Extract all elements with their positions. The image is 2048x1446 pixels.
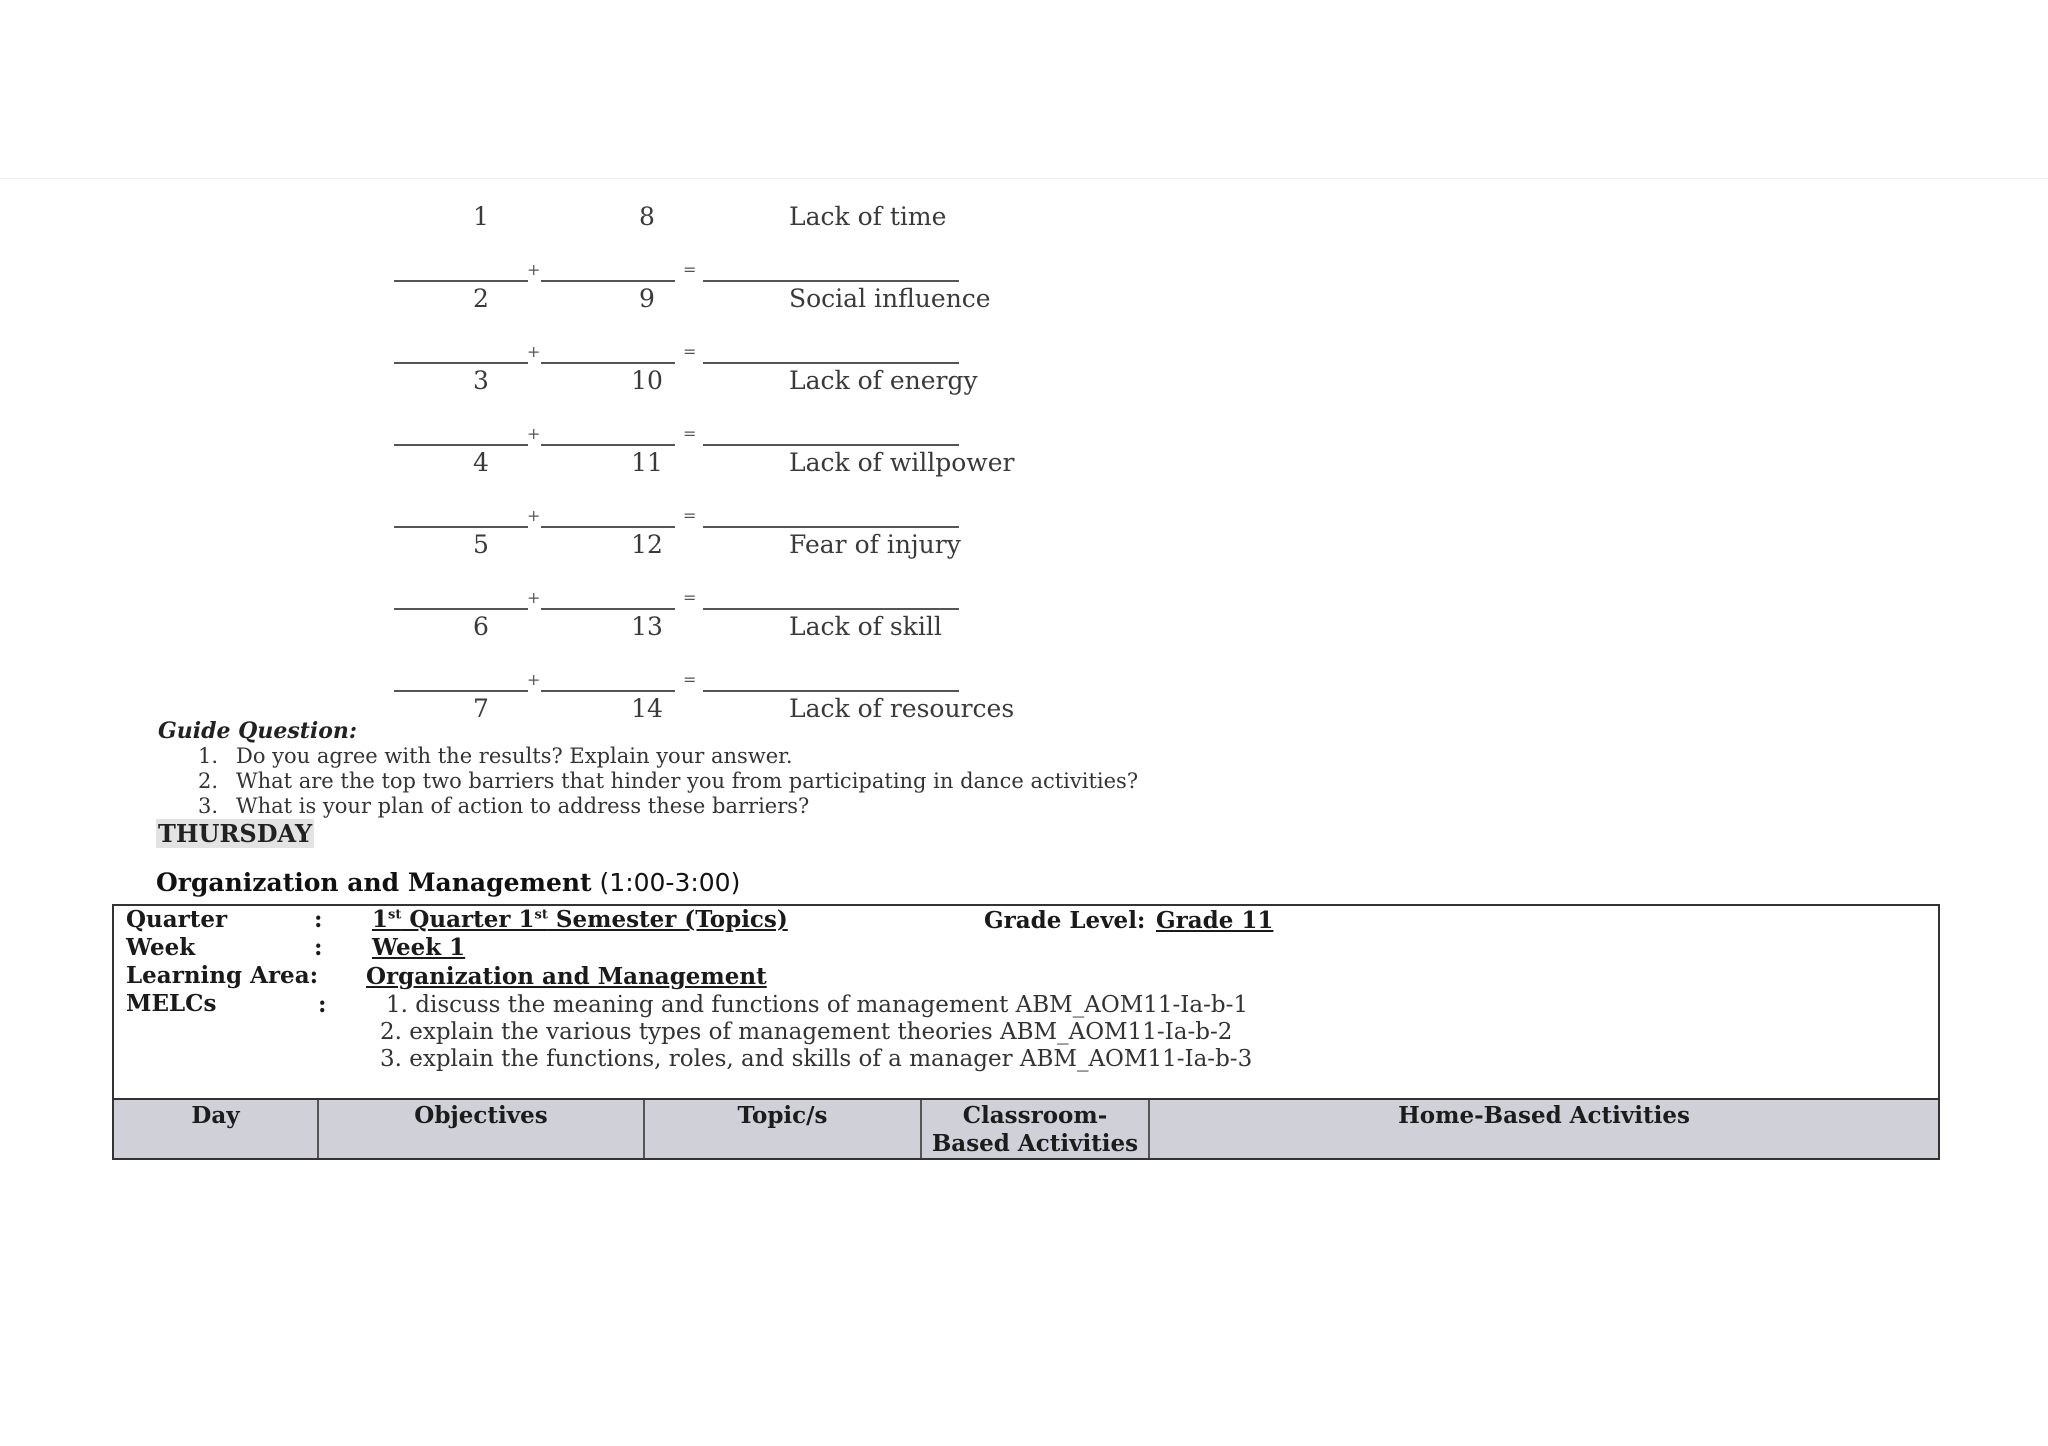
answer-blank-total	[703, 526, 959, 528]
barrier-label: Lack of willpower	[789, 448, 1015, 477]
quarter-label: Quarter	[126, 906, 228, 933]
question-number: 2.	[198, 769, 219, 793]
equals-sign: =	[683, 260, 697, 279]
equals-sign: =	[683, 588, 697, 607]
barrier-label: Lack of skill	[789, 612, 942, 641]
equals-sign: =	[683, 506, 697, 525]
score-number-a: 3	[473, 366, 489, 395]
answer-blank-total	[703, 690, 959, 692]
barrier-label: Lack of time	[789, 202, 947, 231]
quarter-colon: :	[314, 906, 323, 933]
barrier-label: Lack of resources	[789, 694, 1015, 723]
header-home-activities: Home-Based Activities	[1398, 1102, 1690, 1129]
melc-item-2: 2. explain the various types of management theories ABM_AOM11-Ia-b-2	[380, 1019, 1233, 1045]
answer-blank-a	[394, 444, 528, 446]
plus-sign: +	[527, 424, 541, 443]
answer-blank-a	[394, 362, 528, 364]
answer-blank-b	[541, 690, 675, 692]
question-number: 1.	[198, 744, 219, 768]
score-number-b: 8	[639, 202, 655, 231]
header-classroom-activities: Classroom- Based Activities	[922, 1100, 1150, 1158]
activity-table-header	[114, 1098, 1938, 1158]
grade-level-label: Grade Level:	[984, 907, 1146, 934]
answer-blank-a	[394, 526, 528, 528]
subject-name: Organization and Management	[156, 868, 592, 897]
subject-time: (1:00-3:00)	[599, 868, 741, 897]
quarter-value: 1st Quarter 1st Semester (Topics)	[372, 906, 788, 933]
guide-question-1	[198, 744, 793, 768]
plus-sign: +	[527, 588, 541, 607]
learning-area-label: Learning Area:	[126, 962, 319, 989]
score-number-a: 4	[473, 448, 489, 477]
question-number: 3.	[198, 794, 219, 818]
day-heading: THURSDAY	[158, 819, 313, 848]
question-text: What is your plan of action to address these barriers?	[236, 794, 810, 818]
answer-blank-total	[703, 280, 959, 282]
header-topics: Topic/s	[645, 1100, 922, 1158]
answer-blank-b	[541, 526, 675, 528]
score-number-b: 14	[631, 694, 663, 723]
lesson-info-box	[112, 904, 1940, 1160]
score-number-b: 9	[639, 284, 655, 313]
plus-sign: +	[527, 260, 541, 279]
score-number-b: 10	[631, 366, 663, 395]
answer-blank-total	[703, 608, 959, 610]
score-number-b: 12	[631, 530, 663, 559]
question-text: Do you agree with the results? Explain your answer.	[236, 744, 793, 768]
guide-question-2	[198, 769, 1138, 793]
melcs-colon: :	[318, 991, 327, 1018]
grade-level-value: Grade 11	[1156, 907, 1274, 934]
melc-item-3: 3. explain the functions, roles, and skills of a manager ABM_AOM11-Ia-b-3	[380, 1046, 1253, 1072]
answer-blank-b	[541, 280, 675, 282]
learning-area-value: Organization and Management	[366, 963, 767, 990]
week-value: Week 1	[372, 934, 466, 961]
answer-blank-b	[541, 608, 675, 610]
answer-blank-b	[541, 362, 675, 364]
score-number-a: 5	[473, 530, 489, 559]
equals-sign: =	[683, 670, 697, 689]
score-number-a: 6	[473, 612, 489, 641]
question-text: What are the top two barriers that hinder you from participating in dance activities?	[236, 769, 1139, 793]
answer-blank-total	[703, 362, 959, 364]
week-label: Week	[126, 934, 196, 961]
plus-sign: +	[527, 506, 541, 525]
subject-title	[156, 868, 740, 897]
score-number-a: 1	[473, 202, 489, 231]
equals-sign: =	[683, 342, 697, 361]
melcs-label: MELCs	[126, 990, 217, 1017]
header-objectives: Objectives	[319, 1100, 645, 1158]
answer-blank-a	[394, 280, 528, 282]
answer-blank-a	[394, 690, 528, 692]
answer-blank-a	[394, 608, 528, 610]
score-number-b: 13	[631, 612, 663, 641]
answer-blank-total	[703, 444, 959, 446]
barrier-label: Social influence	[789, 284, 991, 313]
week-colon: :	[314, 934, 323, 961]
guide-question-title: Guide Question:	[158, 718, 358, 744]
melc-item-1: 1. discuss the meaning and functions of management ABM_AOM11-Ia-b-1	[386, 992, 1248, 1018]
equals-sign: =	[683, 424, 697, 443]
guide-question-3	[198, 794, 809, 818]
score-number-a: 2	[473, 284, 489, 313]
plus-sign: +	[527, 670, 541, 689]
answer-blank-b	[541, 444, 675, 446]
barrier-label: Lack of energy	[789, 366, 978, 395]
barrier-label: Fear of injury	[789, 530, 961, 559]
score-number-b: 11	[631, 448, 663, 477]
plus-sign: +	[527, 342, 541, 361]
score-number-a: 7	[473, 694, 489, 723]
scan-rule	[0, 178, 2048, 179]
header-day: Day	[114, 1100, 319, 1158]
